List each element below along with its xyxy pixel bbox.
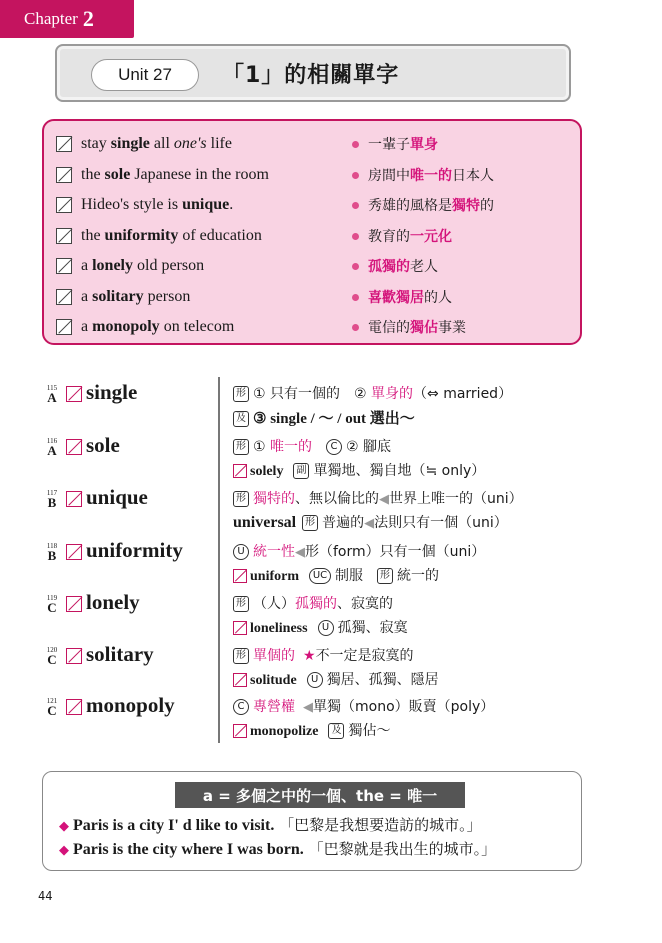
entry-line-2: loneliness U 孤獨、寂寞 bbox=[233, 617, 408, 637]
chapter-tab bbox=[0, 0, 134, 38]
phrase-row bbox=[44, 160, 580, 190]
checkbox-icon[interactable] bbox=[66, 544, 82, 560]
phrase-row bbox=[44, 251, 580, 281]
entry-line-2: solitude U 獨居、孤獨、隱居 bbox=[233, 669, 439, 689]
page-number: 44 bbox=[38, 889, 53, 903]
checkbox-icon[interactable] bbox=[233, 621, 247, 635]
diamond-icon: ◆ bbox=[59, 843, 69, 858]
note-box bbox=[42, 771, 582, 871]
star-icon: ★ bbox=[303, 648, 316, 664]
note-example: ◆ Paris is a city I' d like to visit. 「巴黎是我想要造訪的城市。」 bbox=[59, 816, 482, 834]
checkbox-icon[interactable] bbox=[56, 289, 72, 305]
entry-line-1: 形 ① 唯一的 C ② 腳底 bbox=[233, 436, 391, 456]
entry-word: unique bbox=[86, 485, 148, 509]
chapter-label: Chapter bbox=[24, 9, 78, 28]
entry-line-1: 形 獨特的、無以倫比的◀世界上唯一的（uni） bbox=[233, 488, 523, 508]
entry-word: single bbox=[86, 380, 138, 404]
phrase-en: a solitary person bbox=[81, 288, 191, 305]
phrase-zh: 教育的一元化 bbox=[368, 229, 452, 245]
phrase-en: Hideo's style is unique. bbox=[81, 196, 234, 213]
bullet-icon bbox=[352, 233, 359, 240]
phrase-en: stay single all one's life bbox=[81, 135, 232, 152]
unit-label: Unit 27 bbox=[91, 59, 199, 91]
diamond-icon: ◆ bbox=[59, 819, 69, 834]
entry-word: sole bbox=[86, 433, 120, 457]
arrow-left-icon: ◀ bbox=[364, 516, 375, 531]
entry-line-1: 形 單個的 ★不一定是寂寞的 bbox=[233, 645, 414, 665]
unit-banner bbox=[55, 44, 571, 102]
arrow-left-icon: ◀ bbox=[295, 545, 305, 560]
phrase-en: a monopoly on telecom bbox=[81, 318, 235, 335]
vocab-divider bbox=[218, 377, 220, 743]
arrow-left-icon: ◀ bbox=[379, 492, 389, 507]
phrase-zh: 電信的獨佔事業 bbox=[368, 320, 466, 336]
entry-line-1: 形 （人）孤獨的、寂寞的 bbox=[233, 593, 393, 613]
entry-word: uniformity bbox=[86, 538, 183, 562]
note-example: ◆ Paris is the city where I was born. 「巴黎就是我出生的城市。」 bbox=[59, 840, 497, 858]
checkbox-icon[interactable] bbox=[233, 724, 247, 738]
entry-word: lonely bbox=[86, 590, 140, 614]
phrase-zh: 孤獨的老人 bbox=[368, 259, 438, 275]
checkbox-icon[interactable] bbox=[56, 258, 72, 274]
checkbox-icon[interactable] bbox=[66, 699, 82, 715]
phrase-row bbox=[44, 129, 580, 159]
phrase-zh: 喜歡獨居的人 bbox=[368, 290, 452, 306]
phrase-en: a lonely old person bbox=[81, 257, 205, 274]
entry-line-2: solely 副 單獨地、獨自地（≒ only） bbox=[233, 460, 485, 480]
entry-word: monopoly bbox=[86, 693, 175, 717]
checkbox-icon[interactable] bbox=[233, 464, 247, 478]
entry-line-2: 及 ③ single / ～ / out 選出～ bbox=[233, 407, 415, 428]
entry-index: 120 C bbox=[46, 646, 58, 667]
entry-line-1: C 專營權 ◀單獨（mono）販賣（poly） bbox=[233, 696, 494, 716]
phrase-box bbox=[42, 119, 582, 345]
checkbox-icon[interactable] bbox=[56, 167, 72, 183]
entry-line-1: 形 ① 只有一個的 ② 單身的（⇔ married） bbox=[233, 383, 512, 403]
entry-index: 121 C bbox=[46, 697, 58, 718]
phrase-zh: 一輩子單身 bbox=[368, 137, 438, 153]
note-header: a = 多個之中的一個、the = 唯一 bbox=[175, 782, 465, 808]
bullet-icon bbox=[352, 141, 359, 148]
checkbox-icon[interactable] bbox=[66, 491, 82, 507]
checkbox-icon[interactable] bbox=[66, 439, 82, 455]
checkbox-icon[interactable] bbox=[233, 569, 247, 583]
checkbox-icon[interactable] bbox=[66, 648, 82, 664]
entry-index: 116 A bbox=[46, 437, 58, 458]
unit-title: 「1」的相關單字 bbox=[222, 63, 400, 88]
checkbox-icon[interactable] bbox=[56, 319, 72, 335]
phrase-row bbox=[44, 190, 580, 220]
bullet-icon bbox=[352, 202, 359, 209]
phrase-en: the sole Japanese in the room bbox=[81, 166, 269, 183]
entry-line-1: U 統一性◀形（form）只有一個（uni） bbox=[233, 541, 485, 561]
bullet-icon bbox=[352, 294, 359, 301]
phrase-zh: 房間中唯一的日本人 bbox=[368, 168, 494, 184]
bullet-icon bbox=[352, 263, 359, 270]
checkbox-icon[interactable] bbox=[56, 228, 72, 244]
bullet-icon bbox=[352, 172, 359, 179]
entry-word: solitary bbox=[86, 642, 154, 666]
phrase-en: the uniformity of education bbox=[81, 227, 262, 244]
entry-index: 115 A bbox=[46, 384, 58, 405]
checkbox-icon[interactable] bbox=[66, 386, 82, 402]
entry-line-2: monopolize 及 獨佔～ bbox=[233, 720, 390, 740]
entry-index: 119 C bbox=[46, 594, 58, 615]
chapter-number: 2 bbox=[82, 6, 94, 31]
entry-line-2: universal 形 普遍的◀法則只有一個（uni） bbox=[233, 514, 508, 531]
phrase-row bbox=[44, 221, 580, 251]
entry-index: 117 B bbox=[46, 489, 58, 510]
phrase-row bbox=[44, 282, 580, 312]
entry-index: 118 B bbox=[46, 542, 58, 563]
entry-line-2: uniform UC 制服 形 統一的 bbox=[233, 565, 439, 585]
checkbox-icon[interactable] bbox=[233, 673, 247, 687]
checkbox-icon[interactable] bbox=[56, 197, 72, 213]
checkbox-icon[interactable] bbox=[56, 136, 72, 152]
arrow-left-icon: ◀ bbox=[303, 700, 313, 715]
bullet-icon bbox=[352, 324, 359, 331]
phrase-zh: 秀雄的風格是獨特的 bbox=[368, 198, 494, 214]
checkbox-icon[interactable] bbox=[66, 596, 82, 612]
phrase-row bbox=[44, 312, 580, 342]
